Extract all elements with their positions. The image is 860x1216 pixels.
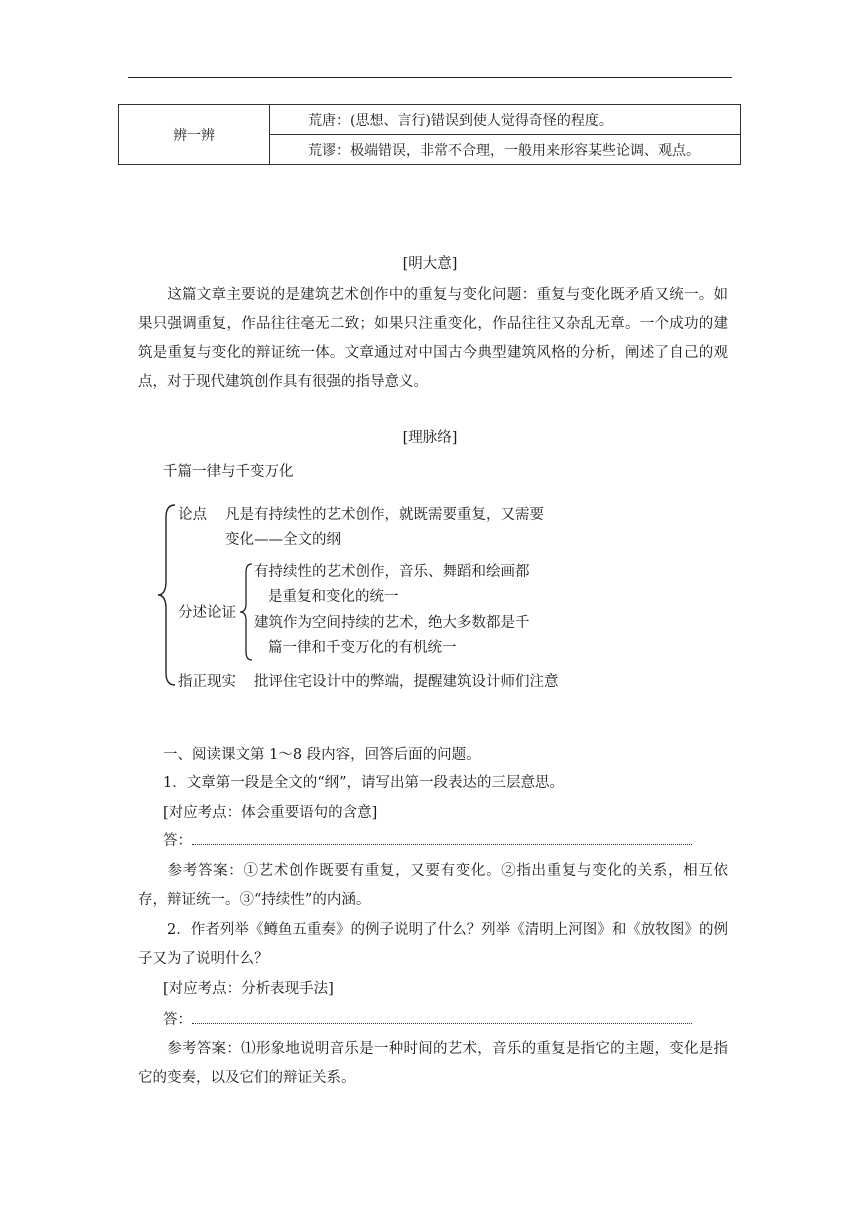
bian-row-huangtang: 荒唐：(思想、言行)错误到使人觉得奇怪的程度。	[270, 105, 741, 135]
lundian-line2: 变化——全文的纲	[225, 532, 341, 548]
outline-title: 千篇一律与千变万化	[163, 464, 294, 480]
zhizheng-label: 指正现实	[178, 674, 236, 690]
fenshu-b2: 篇一律和千变万化的有机统一	[268, 640, 457, 656]
q1-answer-label: 答：	[163, 833, 192, 849]
q2-text: 2．作者列举《鳟鱼五重奏》的例子说明了什么？列举《清明上河图》和《放牧图》的例子又为了说明什么？	[138, 922, 728, 967]
q1-answer-blank[interactable]	[192, 832, 692, 845]
bian-row-huangmiu: 荒谬：极端错误，非常不合理，一般用来形容某些论调、观点。	[270, 135, 741, 165]
fenshu-b1: 建筑作为空间持续的艺术，绝大多数都是千	[254, 615, 530, 631]
bian-label: 辨一辨	[119, 105, 270, 165]
ming-da-yi-text: 这篇文章主要说的是建筑艺术创作中的重复与变化问题：重复与变化既矛盾又统一。如果只强调重复，作品往往毫无二致；如果只注重变化，作品往往又杂乱无章。一个成功的建筑是重复与变化的辩证统一体。文章通过对中国古今典型建筑风格的分析，阐述了自己的观点，对于现代建筑创作具有很强的指导意义。	[138, 287, 728, 390]
fenshu-label: 分述论证	[178, 605, 236, 621]
bian-table	[118, 104, 741, 165]
lundian-line1: 凡是有持续性的艺术创作，就既需要重复，又需要	[225, 507, 544, 523]
questions-section-title: 一、阅读课文第 1～8 段内容，回答后面的问题。	[163, 747, 481, 763]
outline-sub-brace	[238, 562, 254, 662]
fenshu-a2: 是重复和变化的统一	[268, 589, 399, 605]
q2-answer-blank[interactable]	[192, 1011, 692, 1024]
q2-paragraph	[138, 916, 728, 974]
q1-ref-text: 参考答案：①艺术创作既要有重复，又要有变化。②指出重复与变化的关系，相互依存，辩证统一。③“持续性”的内涵。	[138, 863, 728, 908]
q2-point: [对应考点：分析表现手法]	[163, 981, 334, 997]
q2-ref-paragraph	[138, 1035, 728, 1093]
outline-main-brace	[156, 503, 178, 687]
q1-text: 1．文章第一段是全文的“纲”，请写出第一段表达的三层意思。	[163, 775, 565, 791]
ming-da-yi-paragraph	[138, 281, 728, 397]
lundian-label: 论点	[178, 507, 207, 523]
q1-answer-line	[163, 831, 692, 851]
q1-ref-paragraph	[138, 857, 728, 915]
header-rule	[128, 77, 732, 78]
q2-answer-line	[163, 1010, 692, 1030]
fenshu-a1: 有持续性的艺术创作，音乐、舞蹈和绘画都	[254, 564, 530, 580]
ming-da-yi-heading: [明大意]	[402, 256, 458, 272]
zhizheng-text: 批评住宅设计中的弊端，提醒建筑设计师们注意	[254, 674, 559, 690]
q2-answer-label: 答：	[163, 1012, 192, 1028]
li-mai-luo-heading: [理脉络]	[402, 430, 458, 446]
q2-ref-text: 参考答案：⑴形象地说明音乐是一种时间的艺术，音乐的重复是指它的主题，变化是指它的变奏，以及它们的辩证关系。	[138, 1041, 728, 1086]
q1-point: [对应考点：体会重要语句的含意]	[163, 805, 378, 821]
